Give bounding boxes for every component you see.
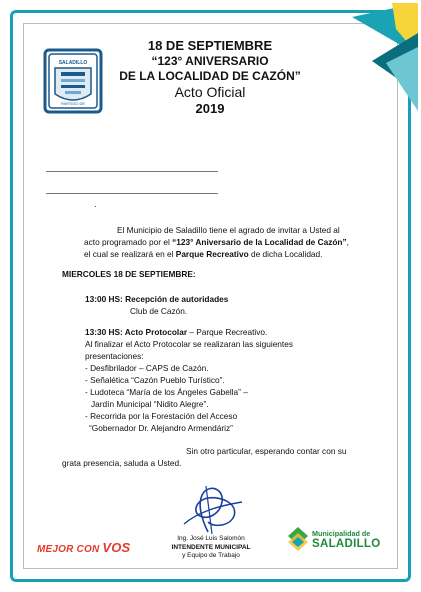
- list-item: “Gobernador Dr. Alejandro Armendáriz”: [89, 423, 233, 433]
- closing-line-1: Sin otro particular, esperando contar con su: [186, 446, 347, 456]
- event-year: 2019: [195, 101, 225, 116]
- invitation-line-3: el cual se realizará en el Parque Recreativo de dicha Localidad.: [84, 249, 323, 259]
- schedule-item-2-time: 13:30 HS: Acto Protocolar – Parque Recreativo.: [85, 327, 268, 337]
- municipality-name: SALADILLO: [312, 538, 381, 550]
- event-locality: DE LA LOCALIDAD DE CAZÓN”: [119, 69, 301, 83]
- addressee-line-2: [46, 193, 218, 194]
- corner-decoration: [352, 3, 418, 111]
- signer-name: Ing. José Luis Salomón: [177, 535, 245, 542]
- invitation-line-1: El Municipio de Saladillo tiene el agrado de invitar a Usted al: [117, 225, 340, 235]
- event-anniversary: “123° ANIVERSARIO: [151, 54, 269, 68]
- saladillo-crest-logo: [43, 48, 103, 114]
- signature-image: [178, 482, 248, 536]
- schedule-item-1-place: Club de Cazón.: [130, 306, 188, 316]
- dot-mark: .: [94, 199, 97, 209]
- signer-title: INTENDENTE MUNICIPAL: [171, 543, 251, 551]
- schedule-item-2-line-1: Al finalizar el Acto Protocolar se realizaran las siguientes: [85, 339, 293, 349]
- list-item: - Desfibrilador – CAPS de Cazón.: [85, 363, 209, 373]
- municipality-label: Municipalidad de: [312, 529, 371, 538]
- schedule-item-1-time: 13:00 HS: Recepción de autoridades: [85, 294, 229, 304]
- signer-team: y Equipo de Trabajo: [182, 552, 240, 559]
- list-item: Jardín Municipal “Nidito Alegre”.: [91, 399, 209, 409]
- addressee-line-1: [46, 171, 218, 172]
- crest-bottom-text: PARTIDO DE: [60, 101, 86, 106]
- municipality-logo-mark: [287, 526, 309, 552]
- list-item: - Recorrida por la Forestación del Acceso: [85, 411, 238, 421]
- signer-block: [160, 535, 262, 561]
- list-item: - Ludoteca “María de los Ángeles Gabella” –: [85, 387, 248, 397]
- closing-line-2: grata presencia, saluda a Usted.: [62, 458, 182, 468]
- event-date: 18 DE SEPTIEMBRE: [147, 38, 273, 53]
- event-act: Acto Oficial: [174, 84, 246, 100]
- schedule-item-2-line-2: presentaciones:: [85, 351, 144, 361]
- invitation-line-2: acto programado por el “123° Aniversario de la Localidad de Cazón”,: [84, 237, 349, 247]
- slogan-logo: MEJOR CON VOS: [37, 540, 131, 555]
- title-block: [110, 38, 310, 117]
- crest-top-text: SALADILLO: [58, 60, 88, 66]
- list-item: - Señalética “Cazón Pueblo Turístico”.: [85, 375, 225, 385]
- schedule-day: MIERCOLES 18 DE SEPTIEMBRE:: [62, 269, 196, 279]
